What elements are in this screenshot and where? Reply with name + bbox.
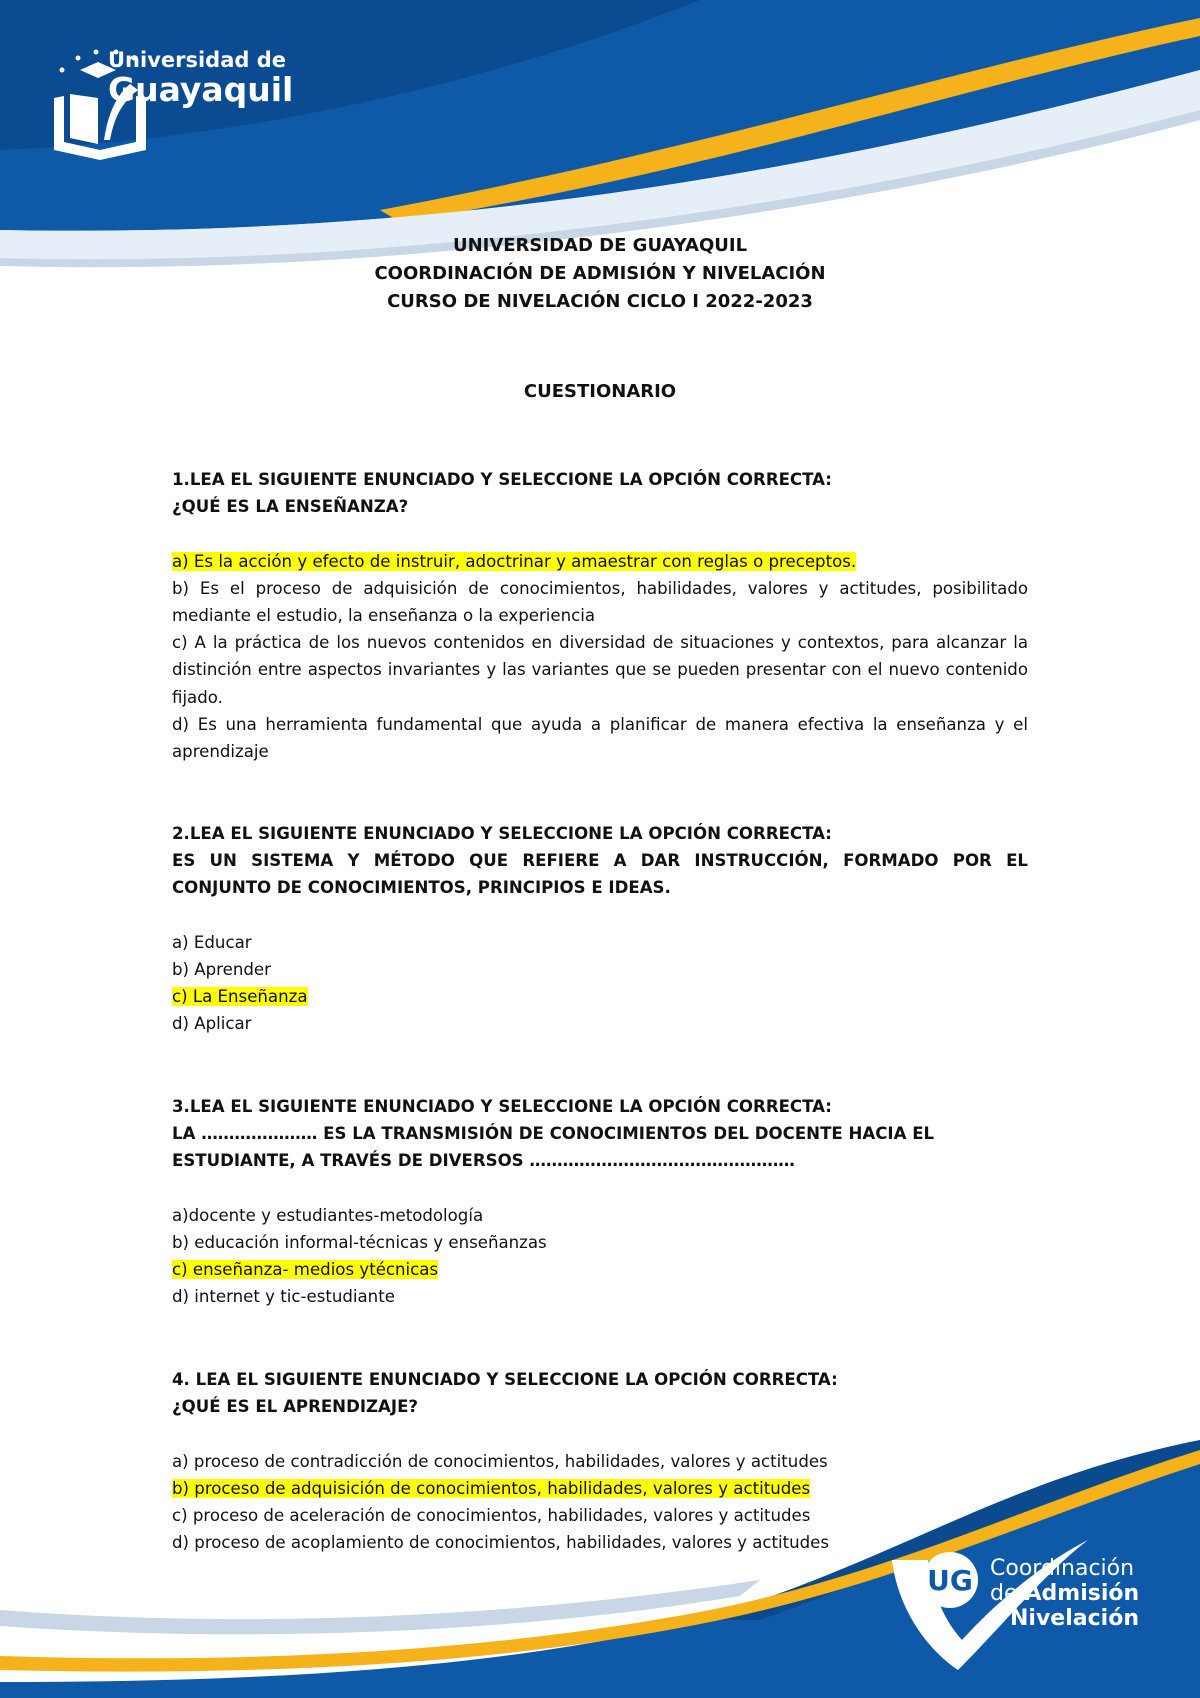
question-1-heading: 1.LEA EL SIGUIENTE ENUNCIADO Y SELECCIONE LA OPCIÓN CORRECTA:: [172, 470, 832, 489]
header-line2: COORDINACIÓN DE ADMISIÓN Y NIVELACIÓN: [374, 263, 826, 284]
question-2-option-c: c) La Enseñanza: [172, 987, 308, 1007]
document-header: [0, 232, 1200, 316]
question-1-option-a: a) Es la acción y efecto de instruir, adoctrinar y amaestrar con reglas o preceptos.: [172, 551, 857, 571]
seal-text: UG: [927, 1564, 973, 1597]
question-3-option-c: c) enseñanza- medios ytécnicas: [172, 1260, 439, 1280]
question-3-heading: 3.LEA EL SIGUIENTE ENUNCIADO Y SELECCIONE LA OPCIÓN CORRECTA:: [172, 1097, 832, 1116]
question-4-option-a: a) proceso de contradicción de conocimientos, habilidades, valores y actitudes: [172, 1451, 828, 1471]
univ-line2: Guayaquil: [108, 70, 294, 109]
question-1-option-b: b) Es el proceso de adquisición de conocimientos, habilidades, valores y actitudes, posibilitado mediante el estudio, la enseñanza o la experiencia: [172, 578, 1028, 626]
coord-line3-b: Nivelación: [1010, 1606, 1139, 1631]
question-2-option-b: b) Aprender: [172, 960, 271, 980]
question-4-prompt: ¿QUÉ ES EL APRENDIZAJE?: [172, 1397, 419, 1417]
question-4: [172, 1366, 1028, 1556]
question-1-option-c: c) A la práctica de los nuevos contenidos en diversidad de situaciones y contextos, para alcanzar la distinción entre aspectos invariantes y las variantes que se pueden presentar con el nuevo contenido fijado.: [172, 633, 1028, 707]
question-2-heading: 2.LEA EL SIGUIENTE ENUNCIADO Y SELECCIONE LA OPCIÓN CORRECTA:: [172, 824, 832, 843]
question-4-option-b: b) proceso de adquisición de conocimientos, habilidades, valores y actitudes: [172, 1478, 811, 1498]
header-line3: CURSO DE NIVELACIÓN CICLO I 2022-2023: [387, 291, 813, 312]
question-1: [172, 466, 1028, 765]
question-4-option-d: d) proceso de acoplamiento de conocimientos, habilidades, valores y actitudes: [172, 1533, 830, 1553]
question-3-prompt-line1: LA ………………… ES LA TRANSMISIÓN DE CONOCIMIENTOS DEL DOCENTE HACIA EL: [172, 1124, 935, 1144]
coord-line1: Coordinación: [990, 1556, 1135, 1581]
header-line1: UNIVERSIDAD DE GUAYAQUIL: [452, 235, 748, 256]
question-1-option-d: d) Es una herramienta fundamental que ayuda a planificar de manera efectiva la enseñanza y el aprendizaje: [172, 714, 1028, 762]
coord-line2-a: de: [990, 1581, 1025, 1606]
univ-line1: Universidad de: [108, 48, 287, 72]
question-3-option-a: a)docente y estudiantes-metodología: [172, 1205, 484, 1225]
coord-line3-a: y: [990, 1606, 1011, 1631]
question-3-prompt-line2: ESTUDIANTE, A TRAVÉS DE DIVERSOS …………………………………………: [172, 1151, 795, 1171]
question-2-prompt: ES UN SISTEMA Y MÉTODO QUE REFIERE A DAR INSTRUCCIÓN, FORMADO POR EL CONJUNTO DE CONOCIMIENTOS, PRINCIPIOS E IDEAS.: [172, 851, 1028, 898]
question-1-prompt: ¿QUÉ ES LA ENSEÑANZA?: [172, 497, 409, 517]
question-4-option-c: c) proceso de aceleración de conocimientos, habilidades, valores y actitudes: [172, 1506, 811, 1526]
question-3-option-d: d) internet y tic-estudiante: [172, 1287, 395, 1307]
university-wordmark: [108, 48, 294, 109]
document-title: CUESTIONARIO: [523, 381, 677, 402]
coordination-wordmark: [990, 1556, 1139, 1631]
question-2-option-d: d) Aplicar: [172, 1014, 252, 1034]
question-3: [172, 1093, 1028, 1311]
question-2-option-a: a) Educar: [172, 932, 252, 952]
coord-line2-b: Admisión: [1024, 1581, 1140, 1606]
question-4-heading: 4. LEA EL SIGUIENTE ENUNCIADO Y SELECCIONE LA OPCIÓN CORRECTA:: [172, 1370, 838, 1389]
question-3-option-b: b) educación informal-técnicas y enseñanzas: [172, 1233, 547, 1253]
question-2: [172, 820, 1028, 1038]
